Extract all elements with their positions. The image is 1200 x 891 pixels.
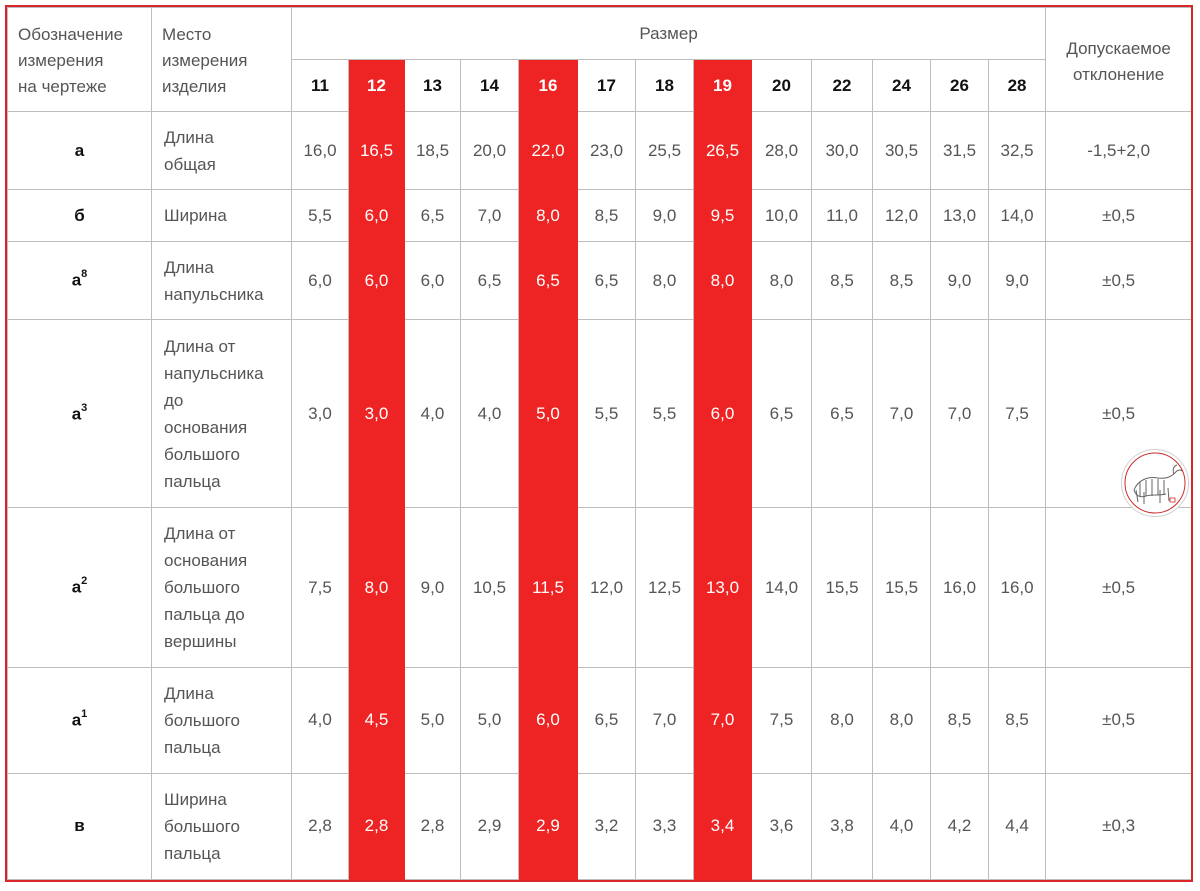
value-cell: 2,9 bbox=[461, 773, 519, 879]
place-line: пальца bbox=[164, 843, 221, 863]
value-cell: 28,0 bbox=[752, 112, 812, 190]
size-column-header: 16 bbox=[519, 60, 578, 112]
place-line: Ширина bbox=[164, 206, 227, 226]
designation-cell bbox=[8, 112, 152, 190]
place-line: большого bbox=[164, 578, 240, 598]
value-cell: 7,5 bbox=[989, 320, 1046, 508]
place-cell bbox=[152, 112, 292, 190]
tolerance-cell: -1,5+2,0 bbox=[1046, 112, 1192, 190]
value-cell: 12,0 bbox=[873, 190, 931, 242]
value-cell: 8,5 bbox=[989, 667, 1046, 773]
place-header-line: изделия bbox=[162, 77, 227, 96]
designation-code: а bbox=[71, 577, 82, 597]
place-line: Длина bbox=[164, 683, 214, 703]
table-body bbox=[8, 112, 1192, 880]
value-cell: 8,0 bbox=[694, 242, 752, 320]
tolerance-cell: ±0,5 bbox=[1046, 190, 1192, 242]
value-cell: 4,5 bbox=[349, 667, 405, 773]
value-cell: 30,0 bbox=[812, 112, 873, 190]
value-cell: 4,0 bbox=[461, 320, 519, 508]
designation-cell bbox=[8, 242, 152, 320]
place-line: общая bbox=[164, 154, 216, 174]
value-cell: 8,0 bbox=[873, 667, 931, 773]
value-cell: 26,5 bbox=[694, 112, 752, 190]
value-cell: 7,5 bbox=[752, 667, 812, 773]
value-cell: 4,2 bbox=[931, 773, 989, 879]
place-header-line: Место bbox=[162, 25, 212, 44]
value-cell: 6,5 bbox=[519, 242, 578, 320]
value-cell: 14,0 bbox=[752, 508, 812, 667]
value-cell: 22,0 bbox=[519, 112, 578, 190]
value-cell: 32,5 bbox=[989, 112, 1046, 190]
place-cell bbox=[152, 320, 292, 508]
value-cell: 7,0 bbox=[694, 667, 752, 773]
place-line: большого bbox=[164, 816, 240, 836]
place-line: основания bbox=[164, 551, 248, 571]
value-cell: 6,0 bbox=[349, 190, 405, 242]
designation-code: а bbox=[71, 271, 82, 291]
value-cell: 6,5 bbox=[405, 190, 461, 242]
value-cell: 8,5 bbox=[578, 190, 636, 242]
value-cell: 3,6 bbox=[752, 773, 812, 879]
place-line: Длина от bbox=[164, 336, 236, 356]
value-cell: 3,4 bbox=[694, 773, 752, 879]
value-cell: 6,5 bbox=[578, 667, 636, 773]
value-cell: 6,0 bbox=[405, 242, 461, 320]
tolerance-header-line: Допускаемое bbox=[1066, 39, 1171, 58]
value-cell: 2,9 bbox=[519, 773, 578, 879]
value-cell: 25,5 bbox=[636, 112, 694, 190]
value-cell: 9,0 bbox=[405, 508, 461, 667]
value-cell: 7,0 bbox=[931, 320, 989, 508]
value-cell: 31,5 bbox=[931, 112, 989, 190]
value-cell: 14,0 bbox=[989, 190, 1046, 242]
place-header bbox=[152, 8, 292, 112]
value-cell: 16,5 bbox=[349, 112, 405, 190]
value-cell: 13,0 bbox=[694, 508, 752, 667]
value-cell: 3,3 bbox=[636, 773, 694, 879]
value-cell: 2,8 bbox=[292, 773, 349, 879]
value-cell: 6,0 bbox=[292, 242, 349, 320]
value-cell: 23,0 bbox=[578, 112, 636, 190]
value-cell: 2,8 bbox=[405, 773, 461, 879]
value-cell: 5,5 bbox=[636, 320, 694, 508]
value-cell: 3,8 bbox=[812, 773, 873, 879]
designation-superscript: 1 bbox=[81, 707, 88, 720]
size-column-header: 22 bbox=[812, 60, 873, 112]
place-line: большого bbox=[164, 710, 240, 730]
designation-superscript: 8 bbox=[81, 268, 88, 281]
designation-header-line: измерения bbox=[18, 51, 104, 70]
place-line: основания bbox=[164, 417, 248, 437]
value-cell: 9,0 bbox=[989, 242, 1046, 320]
table-row bbox=[8, 508, 1192, 667]
yak-seal-icon bbox=[1121, 449, 1189, 517]
designation-cell bbox=[8, 667, 152, 773]
value-cell: 15,5 bbox=[873, 508, 931, 667]
value-cell: 5,0 bbox=[519, 320, 578, 508]
value-cell: 4,0 bbox=[873, 773, 931, 879]
value-cell: 9,0 bbox=[931, 242, 989, 320]
value-cell: 4,4 bbox=[989, 773, 1046, 879]
designation-header bbox=[8, 8, 152, 112]
size-column-header: 14 bbox=[461, 60, 519, 112]
value-cell: 9,5 bbox=[694, 190, 752, 242]
tolerance-header bbox=[1046, 8, 1192, 112]
tolerance-cell: ±0,5 bbox=[1046, 320, 1192, 508]
designation-code: а bbox=[74, 140, 85, 160]
value-cell: 15,5 bbox=[812, 508, 873, 667]
value-cell: 13,0 bbox=[931, 190, 989, 242]
value-cell: 5,0 bbox=[461, 667, 519, 773]
value-cell: 18,5 bbox=[405, 112, 461, 190]
value-cell: 16,0 bbox=[989, 508, 1046, 667]
designation-superscript: 3 bbox=[81, 401, 88, 414]
size-header: Размер bbox=[292, 8, 1046, 60]
designation-code: а bbox=[71, 404, 82, 424]
size-column-header: 24 bbox=[873, 60, 931, 112]
place-line: напульсника bbox=[164, 284, 264, 304]
value-cell: 6,0 bbox=[519, 667, 578, 773]
place-line: Длина bbox=[164, 257, 214, 277]
size-column-header: 28 bbox=[989, 60, 1046, 112]
value-cell: 12,0 bbox=[578, 508, 636, 667]
place-line: Длина bbox=[164, 127, 214, 147]
table-row bbox=[8, 112, 1192, 190]
place-line: напульсника bbox=[164, 363, 264, 383]
value-cell: 7,0 bbox=[873, 320, 931, 508]
tolerance-header-line: отклонение bbox=[1073, 65, 1165, 84]
designation-header-line: на чертеже bbox=[18, 77, 107, 96]
place-line: Длина от bbox=[164, 524, 236, 544]
size-table bbox=[7, 7, 1192, 880]
table-row bbox=[8, 190, 1192, 242]
value-cell: 16,0 bbox=[931, 508, 989, 667]
value-cell: 7,0 bbox=[461, 190, 519, 242]
value-cell: 30,5 bbox=[873, 112, 931, 190]
value-cell: 12,5 bbox=[636, 508, 694, 667]
value-cell: 8,5 bbox=[873, 242, 931, 320]
designation-superscript: 2 bbox=[81, 575, 88, 588]
size-column-header: 20 bbox=[752, 60, 812, 112]
table-row bbox=[8, 667, 1192, 773]
value-cell: 8,0 bbox=[519, 190, 578, 242]
designation-code: а bbox=[71, 710, 82, 730]
size-column-header: 17 bbox=[578, 60, 636, 112]
size-column-header: 12 bbox=[349, 60, 405, 112]
value-cell: 10,0 bbox=[752, 190, 812, 242]
value-cell: 8,0 bbox=[812, 667, 873, 773]
value-cell: 7,0 bbox=[636, 667, 694, 773]
value-cell: 8,5 bbox=[931, 667, 989, 773]
value-cell: 6,5 bbox=[812, 320, 873, 508]
place-line: вершины bbox=[164, 632, 237, 652]
size-column-header: 11 bbox=[292, 60, 349, 112]
designation-cell bbox=[8, 320, 152, 508]
value-cell: 3,0 bbox=[349, 320, 405, 508]
value-cell: 5,5 bbox=[292, 190, 349, 242]
place-header-line: измерения bbox=[162, 51, 248, 70]
value-cell: 6,5 bbox=[578, 242, 636, 320]
designation-cell bbox=[8, 190, 152, 242]
value-cell: 6,5 bbox=[461, 242, 519, 320]
place-cell bbox=[152, 190, 292, 242]
value-cell: 5,0 bbox=[405, 667, 461, 773]
designation-header-line: Обозначение bbox=[18, 25, 124, 44]
tolerance-cell: ±0,3 bbox=[1046, 773, 1192, 879]
size-table-frame bbox=[5, 5, 1193, 882]
value-cell: 6,0 bbox=[694, 320, 752, 508]
value-cell: 8,0 bbox=[636, 242, 694, 320]
place-cell bbox=[152, 508, 292, 667]
place-line: пальца bbox=[164, 471, 221, 491]
value-cell: 3,2 bbox=[578, 773, 636, 879]
value-cell: 4,0 bbox=[405, 320, 461, 508]
value-cell: 6,0 bbox=[349, 242, 405, 320]
tolerance-cell: ±0,5 bbox=[1046, 667, 1192, 773]
place-cell bbox=[152, 242, 292, 320]
place-line: большого bbox=[164, 444, 240, 464]
place-line: пальца bbox=[164, 737, 221, 757]
designation-code: б bbox=[74, 205, 85, 225]
value-cell: 8,0 bbox=[349, 508, 405, 667]
value-cell: 4,0 bbox=[292, 667, 349, 773]
designation-cell bbox=[8, 508, 152, 667]
value-cell: 2,8 bbox=[349, 773, 405, 879]
value-cell: 20,0 bbox=[461, 112, 519, 190]
table-row bbox=[8, 773, 1192, 879]
value-cell: 8,5 bbox=[812, 242, 873, 320]
value-cell: 8,0 bbox=[752, 242, 812, 320]
tolerance-cell: ±0,5 bbox=[1046, 242, 1192, 320]
size-column-header: 26 bbox=[931, 60, 989, 112]
value-cell: 11,5 bbox=[519, 508, 578, 667]
value-cell: 9,0 bbox=[636, 190, 694, 242]
size-column-header: 19 bbox=[694, 60, 752, 112]
value-cell: 10,5 bbox=[461, 508, 519, 667]
size-column-header: 13 bbox=[405, 60, 461, 112]
place-line: пальца до bbox=[164, 605, 245, 625]
table-row bbox=[8, 242, 1192, 320]
size-column-header: 18 bbox=[636, 60, 694, 112]
place-line: Ширина bbox=[164, 789, 227, 809]
value-cell: 11,0 bbox=[812, 190, 873, 242]
tolerance-cell: ±0,5 bbox=[1046, 508, 1192, 667]
place-line: до bbox=[164, 390, 184, 410]
designation-code: в bbox=[74, 816, 85, 836]
place-cell bbox=[152, 667, 292, 773]
designation-cell bbox=[8, 773, 152, 879]
place-cell bbox=[152, 773, 292, 879]
value-cell: 5,5 bbox=[578, 320, 636, 508]
table-row bbox=[8, 320, 1192, 508]
value-cell: 3,0 bbox=[292, 320, 349, 508]
value-cell: 6,5 bbox=[752, 320, 812, 508]
value-cell: 16,0 bbox=[292, 112, 349, 190]
value-cell: 7,5 bbox=[292, 508, 349, 667]
